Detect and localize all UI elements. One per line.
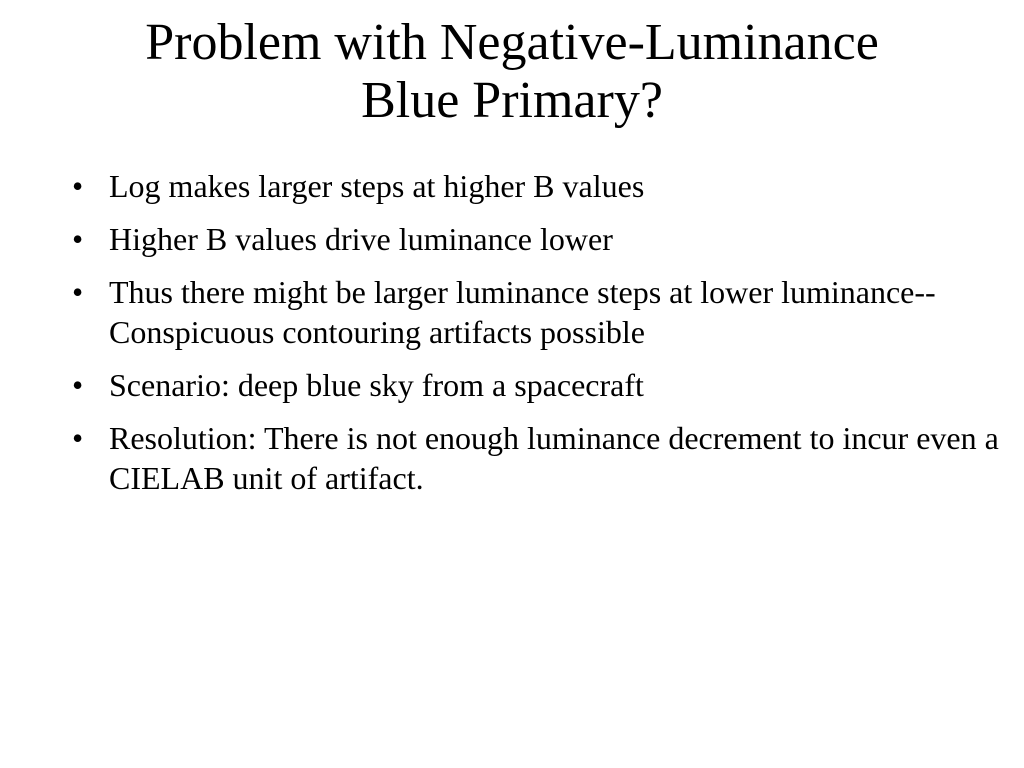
slide-title <box>40 14 984 130</box>
bullet-list <box>72 166 1002 511</box>
bullet-item <box>72 272 1002 352</box>
bullet-item <box>72 418 1002 498</box>
bullet-text: Scenario: deep blue sky from a spacecraft <box>109 367 644 403</box>
bullet-item <box>72 365 1002 405</box>
slide-title-line-1: Problem with Negative-Luminance <box>145 14 879 71</box>
bullet-item <box>72 219 1002 259</box>
bullet-dot-icon: • <box>72 168 84 204</box>
bullet-text: Higher B values drive luminance lower <box>109 221 613 257</box>
bullet-text: Resolution: There is not enough luminance decrement to incur even a CIELAB unit of artifact. <box>109 420 999 496</box>
bullet-text: Log makes larger steps at higher B values <box>109 168 645 204</box>
bullet-dot-icon: • <box>72 274 84 310</box>
bullet-dot-icon: • <box>72 420 84 456</box>
bullet-text: Thus there might be larger luminance steps at lower luminance--Conspicuous contouring artifacts possible <box>109 274 936 350</box>
bullet-dot-icon: • <box>72 221 84 257</box>
bullet-dot-icon: • <box>72 367 84 403</box>
bullet-item <box>72 166 1002 206</box>
slide-title-line-2: Blue Primary? <box>361 72 663 129</box>
